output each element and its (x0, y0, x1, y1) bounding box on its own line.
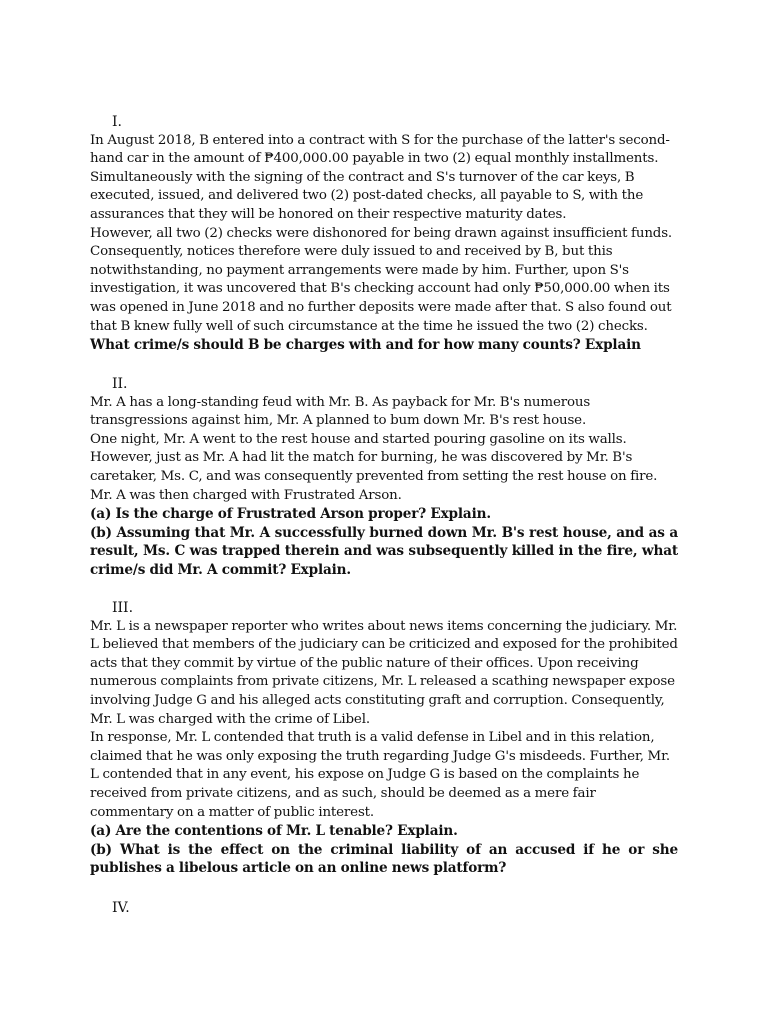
section-numeral: II. (112, 376, 128, 392)
paragraph: One night, Mr. A went to the rest house and started pouring gasoline on its walls. However, just as Mr. A had lit the match for burning, he was discovered by Mr. B's caretaker, Ms. C, and was consequently prevented from setting the rest house on fire. Mr. A was then charged with Frustrated Arson. (90, 431, 658, 503)
paragraph: However, all two (2) checks were dishonored for being drawn against insufficient funds. Consequently, notices therefore were duly issued to and received by B, but this notwithstanding, no payment arrangements were made by him. Further, upon S's investigation, it was uncovered that B's checking account had only ₱50,000.00 when its was opened in June 2018 and no further deposits were made after that. S also found out that B knew fully well of such circumstance at the time he issued the two (2) checks. (90, 225, 673, 334)
problem-section-2 (90, 375, 678, 580)
question-a: (a) Is the charge of Frustrated Arson proper? Explain. (90, 506, 491, 523)
paragraph: In August 2018, B entered into a contract with S for the purchase of the latter's second-hand car in the amount of ₱400,000.00 payable in two (2) equal monthly installments. Simultaneously with the signing of the contract and S's turnover of the car keys, B executed, issued, and delivered two (2) post-dated checks, all payable to S, with the assurances that they will be honored on their respective maturity dates. (90, 132, 670, 222)
question-b: (b) What is the effect on the criminal liability of an accused if he or she publishes a libelous article on an online news platform? (90, 841, 678, 877)
section-numeral: IV. (112, 900, 130, 916)
section-numeral: III. (112, 600, 134, 616)
problem-section-1 (90, 113, 678, 355)
problem-section-3 (90, 599, 678, 878)
paragraph: Mr. L is a newspaper reporter who writes about news items concerning the judiciary. Mr. L believed that members of the judiciary can be criticized and exposed for the prohibited acts that they commit by virtue of the public nature of their offices. Upon receiving numerous complaints from private citizens, Mr. L released a scathing newspaper expose involving Judge G and his alleged acts constituting graft and corruption. Consequently, Mr. L was charged with the crime of Libel. (90, 618, 678, 727)
problem-section-4 (90, 899, 678, 918)
question-b: (b) Assuming that Mr. A successfully burned down Mr. B's rest house, and as a result, Ms. C was trapped therein and was subsequently killed in the fire, what crime/s did Mr. A commit? Explain. (90, 524, 678, 578)
section-numeral: I. (112, 114, 122, 130)
question: What crime/s should B be charges with and for how many counts? Explain (90, 337, 641, 354)
paragraph: Mr. A has a long-standing feud with Mr. B. As payback for Mr. B's numerous transgressions against him, Mr. A planned to bum down Mr. B's rest house. (90, 394, 591, 429)
question-a: (a) Are the contentions of Mr. L tenable? Explain. (90, 823, 458, 840)
paragraph: In response, Mr. L contended that truth is a valid defense in Libel and in this relation, claimed that he was only exposing the truth regarding Judge G's misdeeds. Further, Mr. L contended that in any event, his expose on Judge G is based on the complaints he received from private citizens, and as such, should be deemed as a mere fair commentary on a matter of public interest. (90, 730, 670, 820)
